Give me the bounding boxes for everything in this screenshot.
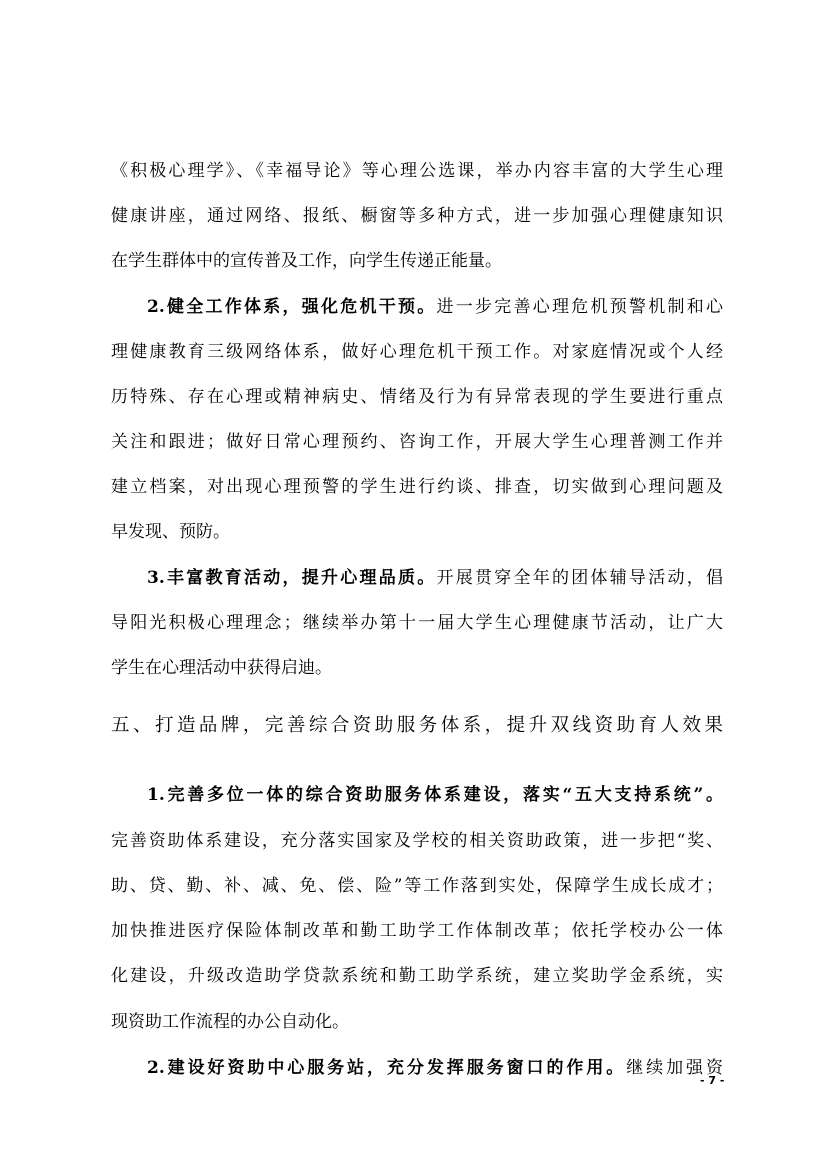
paragraph-lead-heading: 1.完善多位一体的综合资助服务体系建设，落实“五大支持系统”。: [147, 785, 723, 805]
body-text-line: 助、贷、勤、补、减、免、偿、险”等工作落到实处，保障学生成长成才；: [111, 876, 723, 896]
paragraph-lead-heading: 2.建设好资助中心服务站，充分发挥服务窗口的作用。: [147, 1058, 627, 1078]
body-text-line: 现资助工作流程的办公自动化。: [111, 1012, 349, 1032]
body-text-line: 健康讲座，通过网络、报纸、橱窗等多种方式，进一步加强心理健康知识: [111, 206, 723, 226]
body-text-line: 《积极心理学》、《幸福导论》等心理公选课，举办内容丰富的大学生心理: [111, 161, 723, 181]
paragraph-lead-heading: 2.健全工作体系，强化危机干预。: [147, 297, 437, 317]
body-text-line: 历特殊、存在心理或精神病史、情绪及行为有异常表现的学生要进行重点: [111, 387, 723, 407]
section-heading: 五、打造品牌，完善综合资助服务体系，提升双线资助育人效果: [111, 715, 723, 736]
body-text-line: 化建设，升级改造助学贷款系统和勤工助学系统，建立奖助学金系统，实: [111, 966, 723, 986]
page-number: - 7 -: [700, 1074, 725, 1087]
body-text-line: 加快推进医疗保险体制改革和勤工助学工作体制改革；依托学校办公一体: [111, 921, 723, 941]
body-text-line: 学生在心理活动中获得启迪。: [111, 658, 332, 678]
paragraph-lead-rest: 进一步完善心理危机预警机制和心: [436, 297, 723, 317]
body-text-line: 理健康教育三级网络体系，做好心理危机干预工作。对家庭情况或个人经: [111, 342, 723, 362]
body-text-line: 关注和跟进；做好日常心理预约、咨询工作，开展大学生心理普测工作并: [111, 432, 723, 452]
body-text-line: 导阳光积极心理理念；继续举办第十一届大学生心理健康节活动，让广大: [111, 613, 723, 633]
body-text-line: 完善资助体系建设，充分落实国家及学校的相关资助政策，进一步把“奖、: [111, 831, 723, 851]
paragraph-lead-heading: 3.丰富教育活动，提升心理品质。: [147, 568, 437, 588]
body-text-line: 建立档案，对出现心理预警的学生进行约谈、排查，切实做到心理问题及: [111, 477, 723, 497]
paragraph-first-line: [147, 1056, 723, 1080]
paragraph-first-line: [147, 295, 723, 319]
paragraph-lead-rest: 开展贯穿全年的团体辅导活动，倡: [436, 568, 723, 588]
paragraph-first-line: [147, 566, 723, 590]
body-text-line: 在学生群体中的宣传普及工作，向学生传递正能量。: [111, 251, 502, 271]
body-text-line: 早发现、预防。: [111, 522, 230, 542]
paragraph-lead-rest: 继续加强资: [626, 1058, 723, 1078]
